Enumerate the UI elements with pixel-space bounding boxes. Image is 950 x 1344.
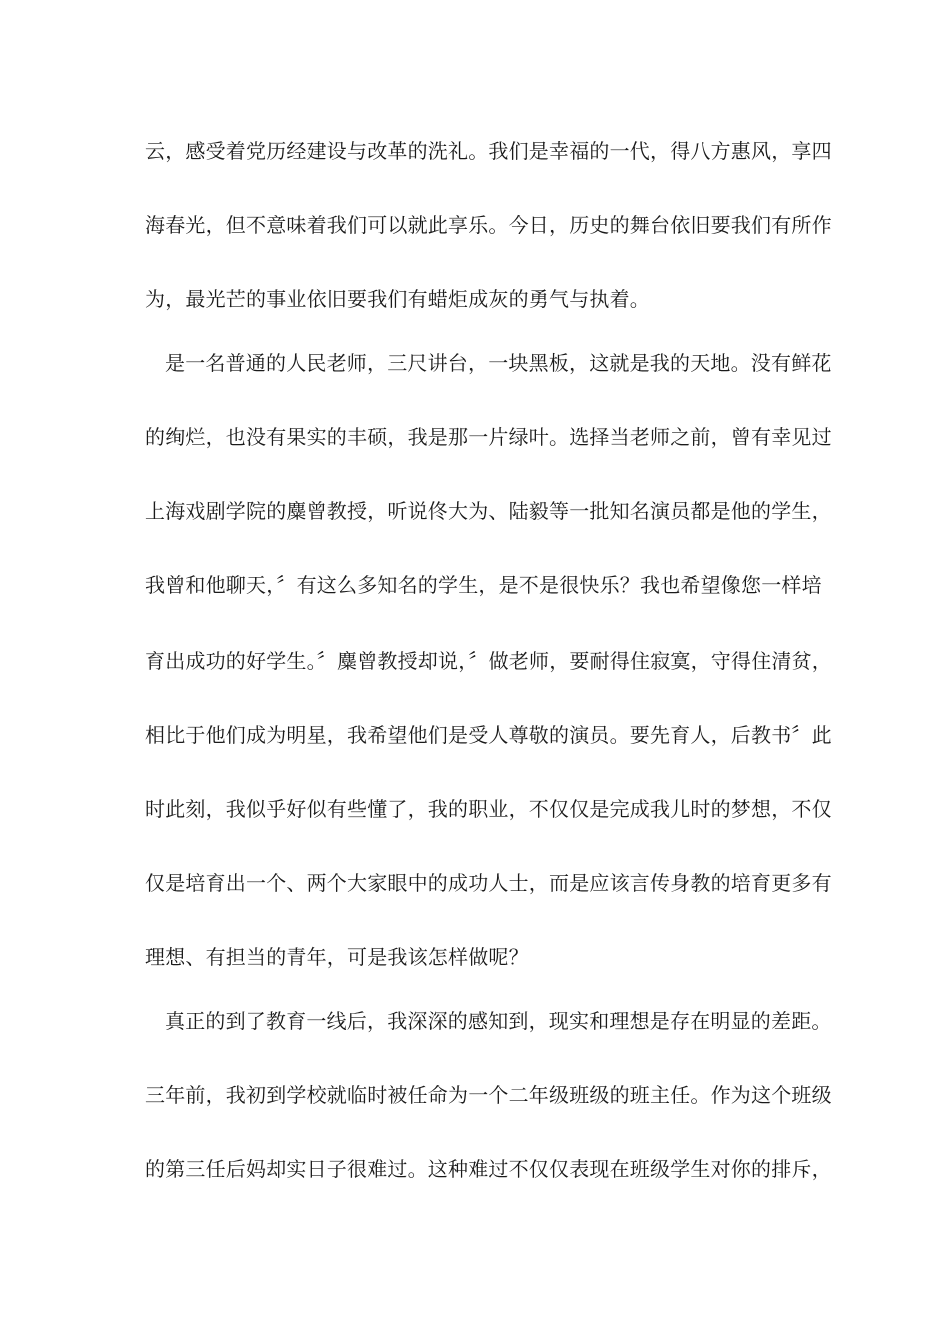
text-line: 仅是培育出一个、两个大家眼中的成功人士，而是应该言传身教的培育更多有 [145, 871, 832, 895]
text-line: 海春光，但不意味着我们可以就此享乐。今日，历史的舞台依旧要我们有所作 [145, 213, 832, 237]
text-line: 三年前，我初到学校就临时被任命为一个二年级班级的班主任。作为这个班级 [145, 1083, 832, 1107]
text-line: 理想、有担当的青年，可是我该怎样做呢？ [145, 945, 529, 969]
text-line: 的第三任后妈却实日子很难过。这种难过不仅仅表现在班级学生对你的排斥， [145, 1157, 832, 1181]
paragraph-first-line: 是一名普通的人民老师，三尺讲台，一块黑板，这就是我的天地。没有鲜花 [165, 351, 832, 375]
text-line: 云，感受着党历经建设与改革的洗礼。我们是幸福的一代，得八方惠风，享四 [145, 139, 832, 163]
text-line: 的绚烂，也没有果实的丰硕，我是那一片绿叶。选择当老师之前，曾有幸见过 [145, 425, 832, 449]
paragraph-first-line: 真正的到了教育一线后，我深深的感知到，现实和理想是存在明显的差距。 [165, 1009, 832, 1033]
text-line: 时此刻，我似乎好似有些懂了，我的职业，不仅仅是完成我儿时的梦想，不仅 [145, 797, 832, 821]
text-line: 为，最光芒的事业依旧要我们有蜡炬成灰的勇气与执着。 [145, 287, 650, 311]
text-line: 我曾和他聊天，〞有这么多知名的学生，是不是很快乐？我也希望像您一样培 [145, 573, 822, 597]
text-line: 上海戏剧学院的麋曾教授，听说佟大为、陆毅等一批知名演员都是他的学生， [145, 499, 832, 523]
text-line: 相比于他们成为明星，我希望他们是受人尊敬的演员。要先育人，后教书〞此 [145, 723, 832, 747]
text-line: 育出成功的好学生。〞麋曾教授却说，〞做老师，要耐得住寂寞，守得住清贫， [145, 649, 832, 673]
